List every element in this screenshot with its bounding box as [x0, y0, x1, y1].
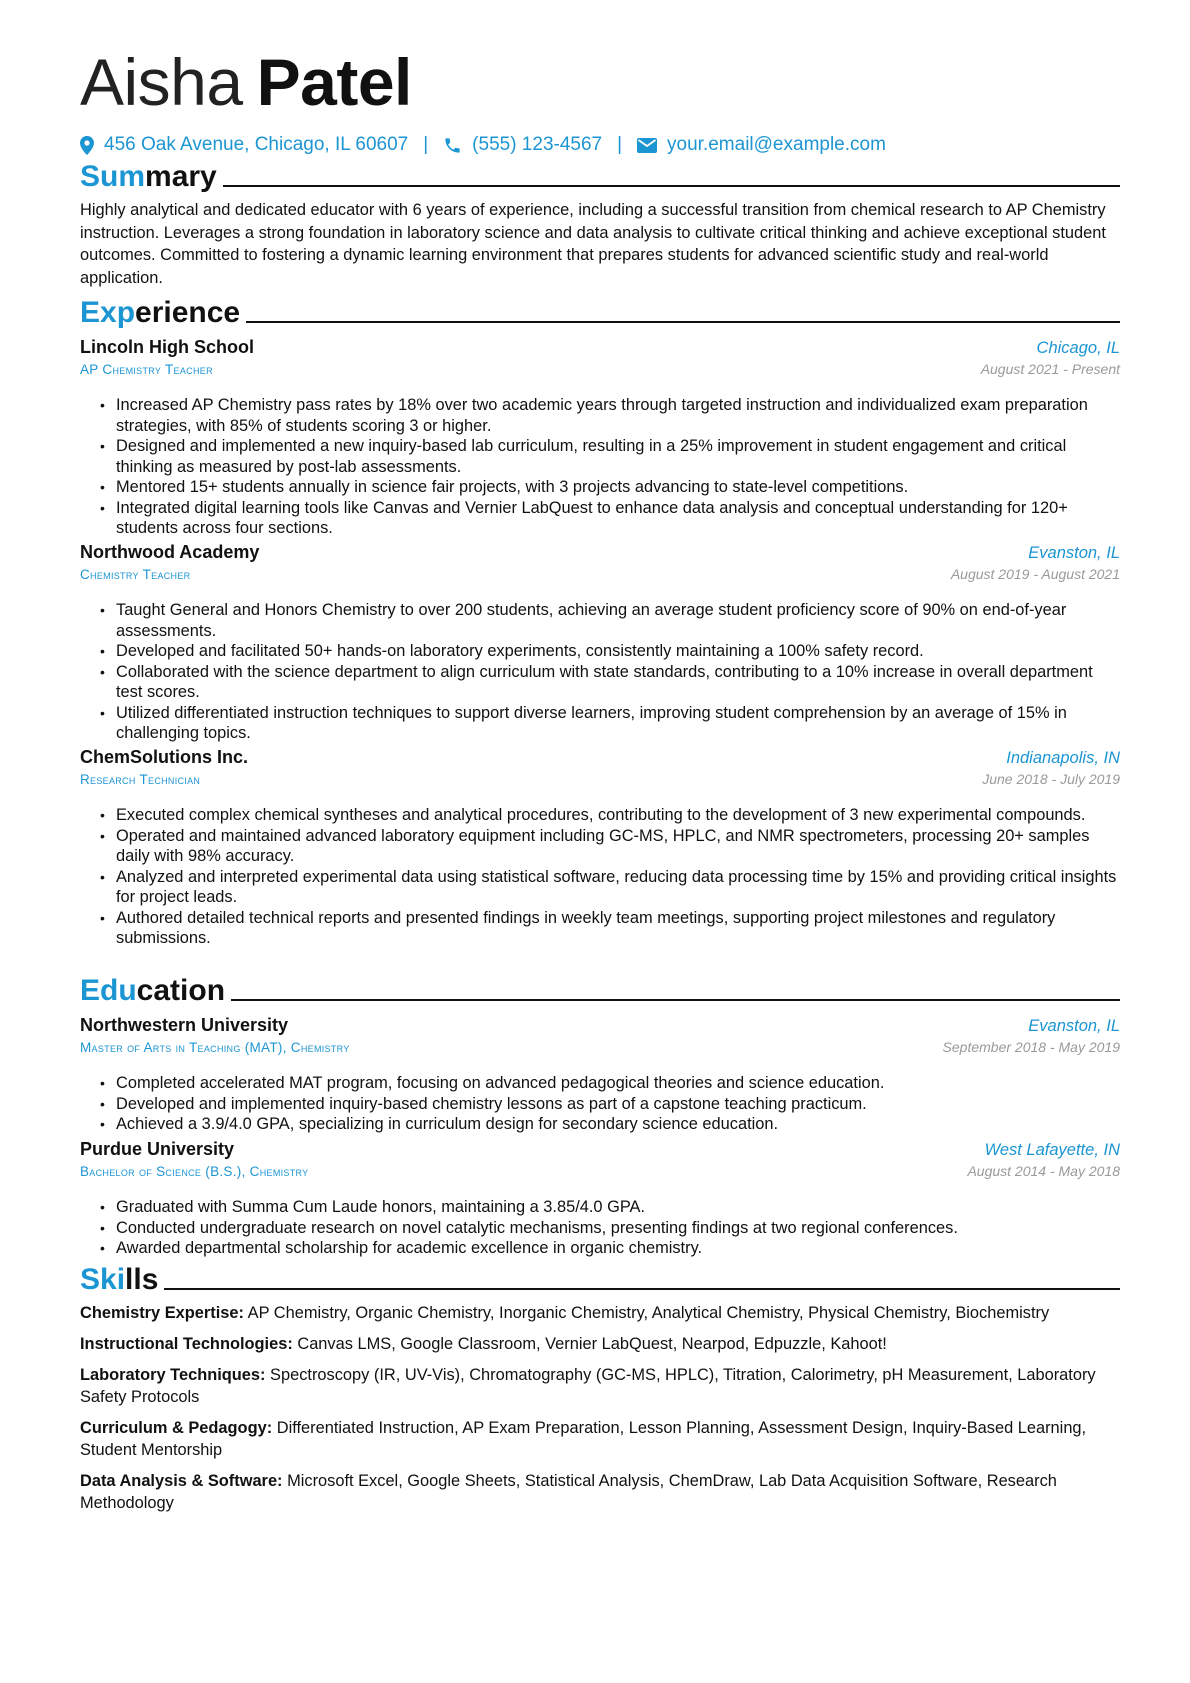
skill-values: Spectroscopy (IR, UV-Vis), Chromatography (GC-MS, HPLC), Titration, Calorimetry, pH Measurement, Laboratory Safety Protocols [80, 1366, 1096, 1406]
first-name: Aisha [80, 45, 243, 119]
skill-row [80, 1333, 1120, 1355]
bullet-item: • Achieved a 3.9/4.0 GPA, specializing in curriculum design for secondary science education. [116, 1114, 1120, 1135]
experience-entry [80, 337, 1120, 539]
bullet-item: • Integrated digital learning tools like Canvas and Vernier LabQuest to enhance data analysis and conceptual understanding for 120+ students across four sections. [116, 498, 1120, 539]
phone-icon [443, 136, 462, 155]
contact-separator: | [423, 134, 429, 155]
skill-values: AP Chemistry, Organic Chemistry, Inorganic Chemistry, Analytical Chemistry, Physical Chemistry, Biochemistry [247, 1304, 1050, 1322]
bullet-item: • Authored detailed technical reports and presented findings in weekly team meetings, supporting project milestones and regulatory submissions. [116, 908, 1120, 949]
contact-address [80, 134, 408, 156]
education-heading [80, 968, 1120, 1008]
skill-values: Differentiated Instruction, AP Exam Preparation, Lesson Planning, Assessment Design, Inquiry-Based Learning, Student Mentorship [80, 1419, 1087, 1459]
bullet-item: • Taught General and Honors Chemistry to over 200 students, achieving an average student proficiency score of 90% on end-of-year assessments. [116, 600, 1120, 641]
skill-category: Data Analysis & Software: [80, 1472, 283, 1490]
skill-row [80, 1417, 1120, 1461]
contact-bar [80, 134, 886, 156]
section-divider [231, 999, 1120, 1001]
job-title: Research Technician [80, 772, 201, 787]
bullet-item: • Analyzed and interpreted experimental data using statistical software, reducing data processing time by 15% and providing critical insights for project leads. [116, 867, 1120, 908]
study-dates: August 2014 - May 2018 [967, 1163, 1120, 1179]
school-name: Purdue University [80, 1139, 235, 1159]
bullet-list [80, 1197, 1120, 1259]
job-title: Chemistry Teacher [80, 567, 191, 582]
degree: Master of Arts in Teaching (MAT), Chemistry [80, 1040, 350, 1055]
skills-heading-accent: Ski [80, 1263, 126, 1296]
education-heading-accent: Edu [80, 974, 137, 1007]
summary-text: Highly analytical and dedicated educator with 6 years of experience, including a successful transition from chemical research to AP Chemistry instruction. Leverages a strong foundation in laboratory science and data analysis to cultivate critical thinking and achieve exceptional student outcomes. Committed to fostering a dynamic learning environment that prepares students for advanced scientific study and real-world application. [80, 201, 1106, 287]
school-name: Northwestern University [80, 1015, 289, 1035]
employer-location: Evanston, IL [1028, 544, 1120, 562]
education-heading-rest: cation [136, 974, 226, 1007]
employer-name: Lincoln High School [80, 337, 254, 357]
job-title: AP Chemistry Teacher [80, 362, 213, 377]
bullet-item: • Awarded departmental scholarship for academic excellence in organic chemistry. [116, 1238, 1120, 1259]
bullet-item: • Collaborated with the science department to align curriculum with state standards, contributing to a 10% increase in overall department test scores. [116, 662, 1120, 703]
bullet-item: • Graduated with Summa Cum Laude honors, maintaining a 3.85/4.0 GPA. [116, 1197, 1120, 1218]
skill-row [80, 1364, 1120, 1408]
employer-name: ChemSolutions Inc. [80, 747, 249, 767]
degree: Bachelor of Science (B.S.), Chemistry [80, 1164, 309, 1179]
job-dates: August 2019 - August 2021 [950, 566, 1120, 582]
bullet-item: • Mentored 15+ students annually in science fair projects, with 3 projects advancing to state-level competitions. [116, 477, 1120, 498]
experience-entry [80, 747, 1120, 949]
skills-heading-rest: lls [125, 1263, 159, 1296]
experience-heading-rest: erience [135, 296, 241, 329]
experience-heading [80, 290, 1120, 330]
section-divider [164, 1288, 1120, 1290]
bullet-item: • Completed accelerated MAT program, focusing on advanced pedagogical theories and science education. [116, 1073, 1120, 1094]
education-entry [80, 1015, 1120, 1135]
contact-email[interactable] [637, 134, 886, 156]
school-location: West Lafayette, IN [984, 1141, 1120, 1159]
section-divider [223, 185, 1120, 187]
envelope-icon [637, 138, 657, 153]
address-text: 456 Oak Avenue, Chicago, IL 60607 [104, 134, 409, 155]
employer-location: Indianapolis, IN [1006, 749, 1120, 767]
bullet-list [80, 395, 1120, 539]
bullet-item: • Operated and maintained advanced laboratory equipment including GC-MS, HPLC, and NMR spectrometers, processing 20+ samples daily with 98% accuracy. [116, 826, 1120, 867]
bullet-list [80, 805, 1120, 949]
bullet-list [80, 1073, 1120, 1135]
skill-values: Canvas LMS, Google Classroom, Vernier LabQuest, Nearpod, Edpuzzle, Kahoot! [297, 1335, 887, 1353]
bullet-item: • Developed and facilitated 50+ hands-on laboratory experiments, consistently maintaining a 100% safety record. [116, 641, 1120, 662]
employer-location: Chicago, IL [1036, 339, 1120, 357]
phone-text: (555) 123-4567 [472, 134, 603, 155]
school-location: Evanston, IL [1028, 1017, 1120, 1035]
bullet-item: • Designed and implemented a new inquiry-based lab curriculum, resulting in a 25% improvement in student engagement and critical thinking as measured by post-lab assessments. [116, 436, 1120, 477]
map-pin-icon [80, 136, 94, 155]
bullet-item: • Conducted undergraduate research on novel catalytic mechanisms, presenting findings at two regional conferences. [116, 1218, 1120, 1239]
summary-heading-accent: Sum [80, 160, 146, 193]
candidate-name [80, 44, 412, 120]
bullet-item: • Increased AP Chemistry pass rates by 18% over two academic years through targeted instruction and individualized exam preparation strategies, with 85% of students scoring 3 or higher. [116, 395, 1120, 436]
bullet-item: • Utilized differentiated instruction techniques to support diverse learners, improving student comprehension by an average of 15% in challenging topics. [116, 703, 1120, 744]
contact-separator: | [617, 134, 623, 155]
email-link[interactable]: your.email@example.com [667, 134, 886, 155]
job-dates: June 2018 - July 2019 [982, 771, 1120, 787]
skills-heading [80, 1257, 1120, 1297]
bullet-list [80, 600, 1120, 744]
skill-row [80, 1302, 1120, 1324]
job-dates: August 2021 - Present [980, 361, 1120, 377]
section-divider [246, 321, 1120, 323]
experience-entry [80, 542, 1120, 744]
bullet-item: • Executed complex chemical syntheses and analytical procedures, contributing to the development of 3 new experimental compounds. [116, 805, 1120, 826]
employer-name: Northwood Academy [80, 542, 260, 562]
skill-category: Chemistry Expertise: [80, 1304, 244, 1322]
contact-phone [443, 134, 602, 156]
skills-list [80, 1302, 1120, 1523]
skill-category: Curriculum & Pedagogy: [80, 1419, 273, 1437]
bullet-item: • Developed and implemented inquiry-based chemistry lessons as part of a capstone teaching practicum. [116, 1094, 1120, 1115]
experience-heading-accent: Exp [80, 296, 136, 329]
last-name: Patel [256, 45, 412, 119]
skill-row [80, 1470, 1120, 1514]
summary-heading [80, 154, 1120, 194]
summary-heading-rest: mary [145, 160, 217, 193]
skill-values: Microsoft Excel, Google Sheets, Statistical Analysis, ChemDraw, Lab Data Acquisition Software, Research Methodology [80, 1472, 1057, 1512]
skill-category: Laboratory Techniques: [80, 1366, 266, 1384]
skill-category: Instructional Technologies: [80, 1335, 293, 1353]
education-entry [80, 1139, 1120, 1259]
study-dates: September 2018 - May 2019 [942, 1039, 1120, 1055]
